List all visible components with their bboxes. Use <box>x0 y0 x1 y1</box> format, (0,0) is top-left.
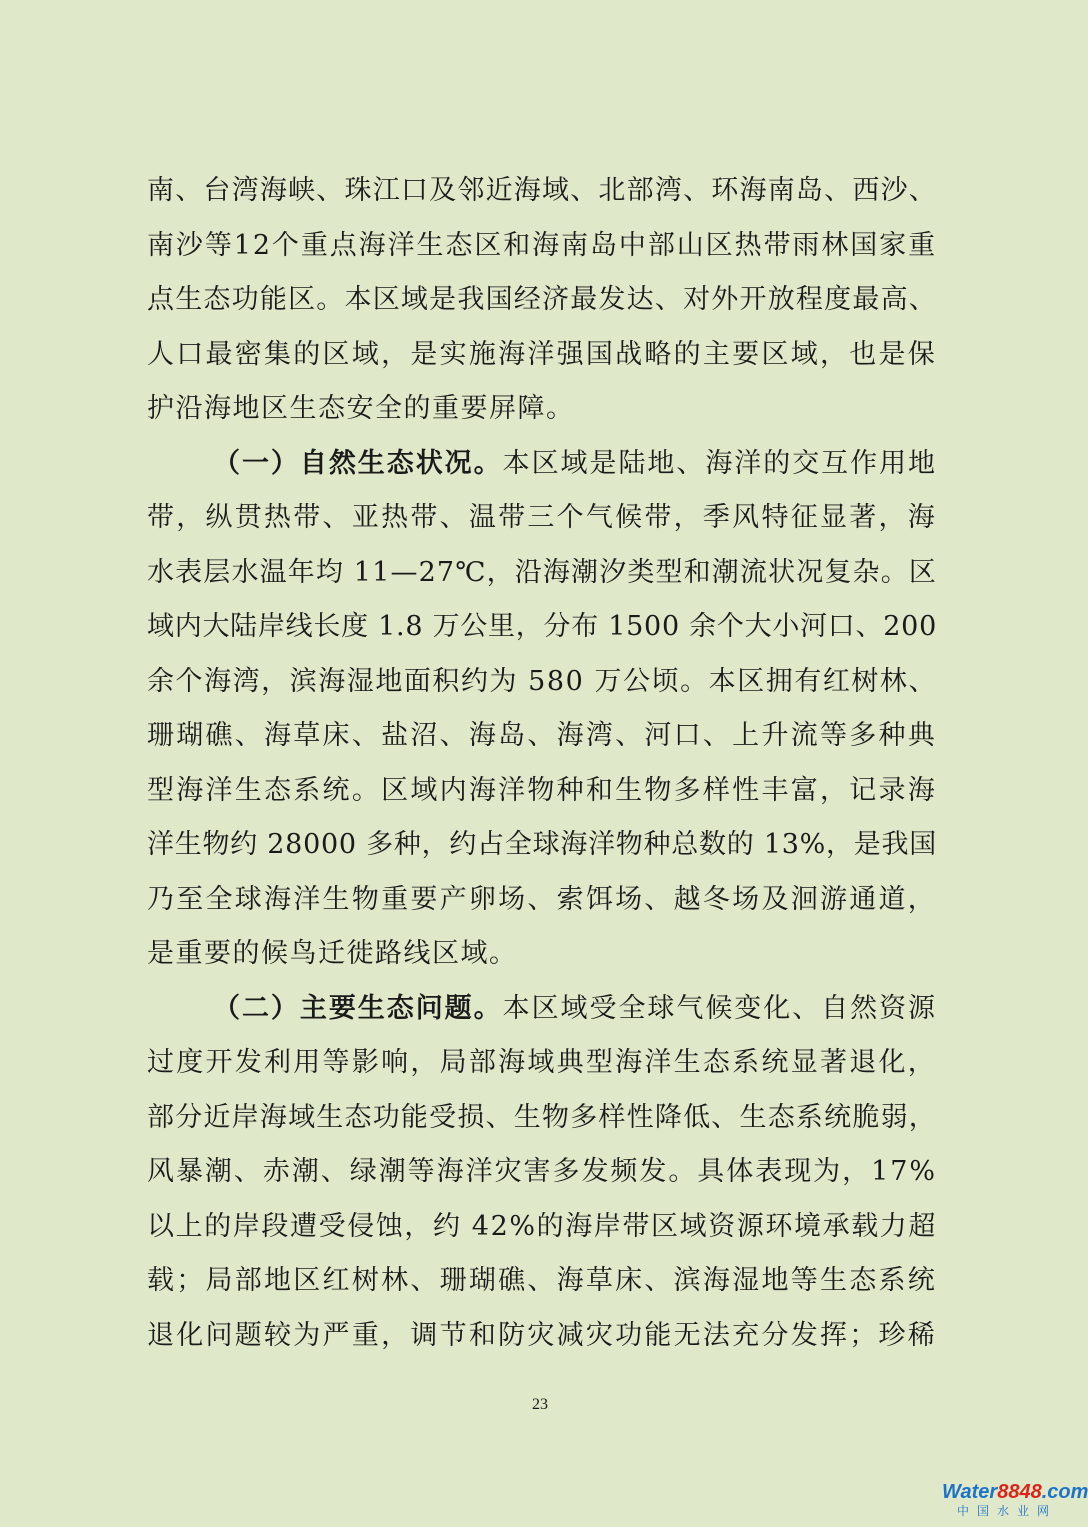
line-text: 珊瑚礁、海草床、盐沼、海岛、海湾、河口、上升流等多种典 <box>147 720 937 751</box>
line-text: 水表层水温年均 11—27℃，沿海潮汐类型和潮流状况复杂。区 <box>147 556 937 588</box>
text-line <box>147 1254 937 1309</box>
line-text: 点生态功能区。本区域是我国经济最发达、对外开放程度最高、 <box>147 284 937 315</box>
line-text: 过度开发利用等影响，局部海域典型海洋生态系统显著退化， <box>147 1047 937 1078</box>
line-text: 洋生物约 28000 多种，约占全球海洋物种总数的 13%，是我国 <box>147 829 937 860</box>
text-line <box>147 1309 937 1364</box>
section-heading: （一）自然生态状况。 <box>213 447 503 479</box>
text-line <box>147 491 937 546</box>
text-line <box>147 1036 937 1091</box>
line-text: 风暴潮、赤潮、绿潮等海洋灾害多发频发。具体表现为，17% <box>147 1156 937 1187</box>
line-text: 载；局部地区红树林、珊瑚礁、海草床、滨海湿地等生态系统 <box>147 1265 937 1296</box>
watermark-subtitle: 中国水业网 <box>956 1504 1057 1518</box>
line-text: 是重要的候鸟迁徙路线区域。 <box>147 938 518 969</box>
watermark-brand <box>942 1481 1088 1503</box>
text-line <box>147 219 937 274</box>
text-line <box>147 600 937 655</box>
line-text: 南沙等12个重点海洋生态区和海南岛中部山区热带雨林国家重 <box>147 229 937 261</box>
line-text: 护沿海地区生态安全的重要屏障。 <box>147 393 575 424</box>
text-line <box>147 873 937 928</box>
text-line <box>147 709 937 764</box>
line-text: 本区域受全球气候变化、自然资源 <box>502 992 938 1024</box>
line-text: 南、台湾海峡、珠江口及邻近海域、北部湾、环海南岛、西沙、 <box>147 175 937 206</box>
text-line <box>147 655 937 710</box>
text-line <box>147 1145 937 1200</box>
line-text: 人口最密集的区域，是实施海洋强国战略的主要区域，也是保 <box>147 338 937 370</box>
watermark-brand-suffix: .com <box>1041 1481 1088 1503</box>
line-text: 部分近岸海域生态功能受损、生物多样性降低、生态系统脆弱， <box>147 1101 937 1133</box>
text-line <box>147 764 937 819</box>
text-line <box>147 927 937 982</box>
page-number: 23 <box>532 1396 548 1413</box>
text-line <box>147 546 937 601</box>
text-line <box>147 382 937 437</box>
text-line <box>147 1091 937 1146</box>
line-text: 带，纵贯热带、亚热带、温带三个气候带，季风特征显著，海 <box>147 502 937 533</box>
section-heading-line <box>147 982 937 1037</box>
text-line <box>147 1200 937 1255</box>
line-text: 型海洋生态系统。区域内海洋物种和生物多样性丰富，记录海 <box>147 774 937 806</box>
line-text: 域内大陆岸线长度 1.8 万公里，分布 1500 余个大小河口、200 <box>147 611 937 642</box>
watermark-brand-number: 8848 <box>997 1481 1042 1503</box>
line-text: 以上的岸段遭受侵蚀，约 42%的海岸带区域资源环境承载力超 <box>147 1210 937 1242</box>
line-text: 余个海湾，滨海湿地面积约为 580 万公顷。本区拥有红树林、 <box>147 665 937 697</box>
document-body <box>147 164 937 1363</box>
text-line <box>147 164 937 219</box>
text-line <box>147 273 937 328</box>
watermark-brand-text: Water <box>942 1481 998 1503</box>
section-heading: （二）主要生态问题。 <box>213 992 503 1024</box>
line-text: 退化问题较为严重，调节和防灾减灾功能无法充分发挥；珍稀 <box>147 1319 937 1351</box>
section-heading-line <box>147 437 937 492</box>
text-line <box>147 328 937 383</box>
text-line <box>147 818 937 873</box>
watermark-logo <box>942 1481 1088 1519</box>
line-text: 本区域是陆地、海洋的交互作用地 <box>502 447 938 479</box>
line-text: 乃至全球海洋生物重要产卵场、索饵场、越冬场及洄游通道， <box>147 883 937 915</box>
